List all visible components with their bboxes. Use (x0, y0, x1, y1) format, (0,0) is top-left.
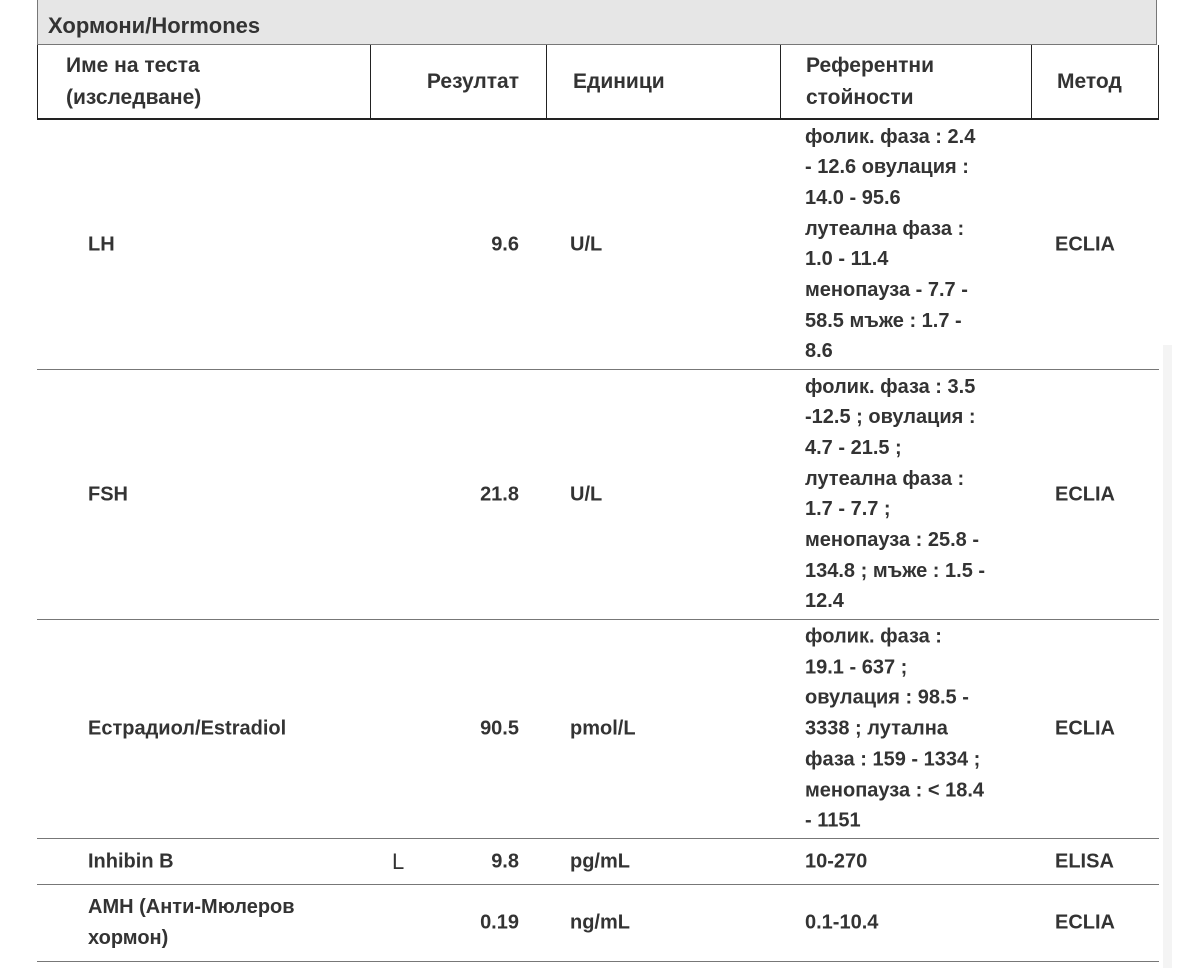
header-test-name-label: Име на теста (изследване) (66, 53, 202, 109)
result-value: 90.5 (480, 717, 519, 740)
test-name: Естрадиол/Estradiol (88, 717, 287, 740)
header-reference (780, 45, 1031, 118)
units: ng/mL (570, 911, 630, 934)
result-value: 0.19 (480, 911, 519, 934)
reference-values: фолик. фаза : 3.5 -12.5 ; овулация : 4.7 - 21.5 ; лутеална фаза : 1.7 - 7.7 ; менопауза : 25.8 - 134.8 ; мъже : 1.5 - 12.4 (805, 375, 986, 613)
header-method-label: Метод (1057, 69, 1122, 93)
header-method (1031, 45, 1159, 118)
units: pg/mL (570, 850, 630, 872)
header-result (370, 45, 546, 118)
header-units (546, 45, 780, 118)
reference-values: фолик. фаза : 2.4 - 12.6 овулация : 14.0 - 95.6 лутеална фаза : 1.0 - 11.4 менопауза - 7.7 - 58.5 мъже : 1.7 - 8.6 (805, 125, 976, 363)
method: ECLIA (1055, 911, 1115, 934)
test-name: FSH (88, 483, 128, 505)
method: ECLIA (1055, 717, 1115, 740)
reference-values: фолик. фаза : 19.1 - 637 ; овулация : 98.5 - 3338 ; лутална фаза : 159 - 1334 ; менопауза : < 18.4 - 1151 (805, 625, 985, 832)
table-row (37, 839, 1159, 885)
scrollbar-track[interactable] (1163, 345, 1172, 968)
table-row (37, 120, 1159, 370)
units: U/L (570, 233, 603, 255)
result-value: 21.8 (480, 483, 519, 505)
test-name: AMH (Анти-Мюлеров хормон) (88, 896, 295, 949)
method: ECLIA (1055, 483, 1115, 505)
reference-values: 0.1-10.4 (805, 911, 879, 934)
units: pmol/L (570, 717, 636, 740)
header-test-name (37, 45, 370, 118)
section-title: Хормони/Hormones (37, 0, 1157, 45)
table-row (37, 620, 1159, 839)
result-flag: L (392, 848, 405, 874)
result-value: 9.6 (491, 233, 519, 255)
reference-values: 10-270 (805, 850, 868, 873)
header-units-label: Единици (573, 69, 665, 93)
result-value: 9.8 (491, 850, 519, 872)
units: U/L (570, 483, 603, 505)
table-row (37, 370, 1159, 620)
method: ECLIA (1055, 233, 1115, 255)
test-name: Inhibin B (88, 850, 174, 872)
test-name: LH (88, 233, 115, 255)
header-result-label: Резултат (426, 69, 519, 93)
table-header (37, 45, 1159, 120)
table-row (37, 885, 1159, 962)
header-reference-label: Референтни стойности (806, 53, 935, 109)
method: ELISA (1055, 850, 1114, 872)
